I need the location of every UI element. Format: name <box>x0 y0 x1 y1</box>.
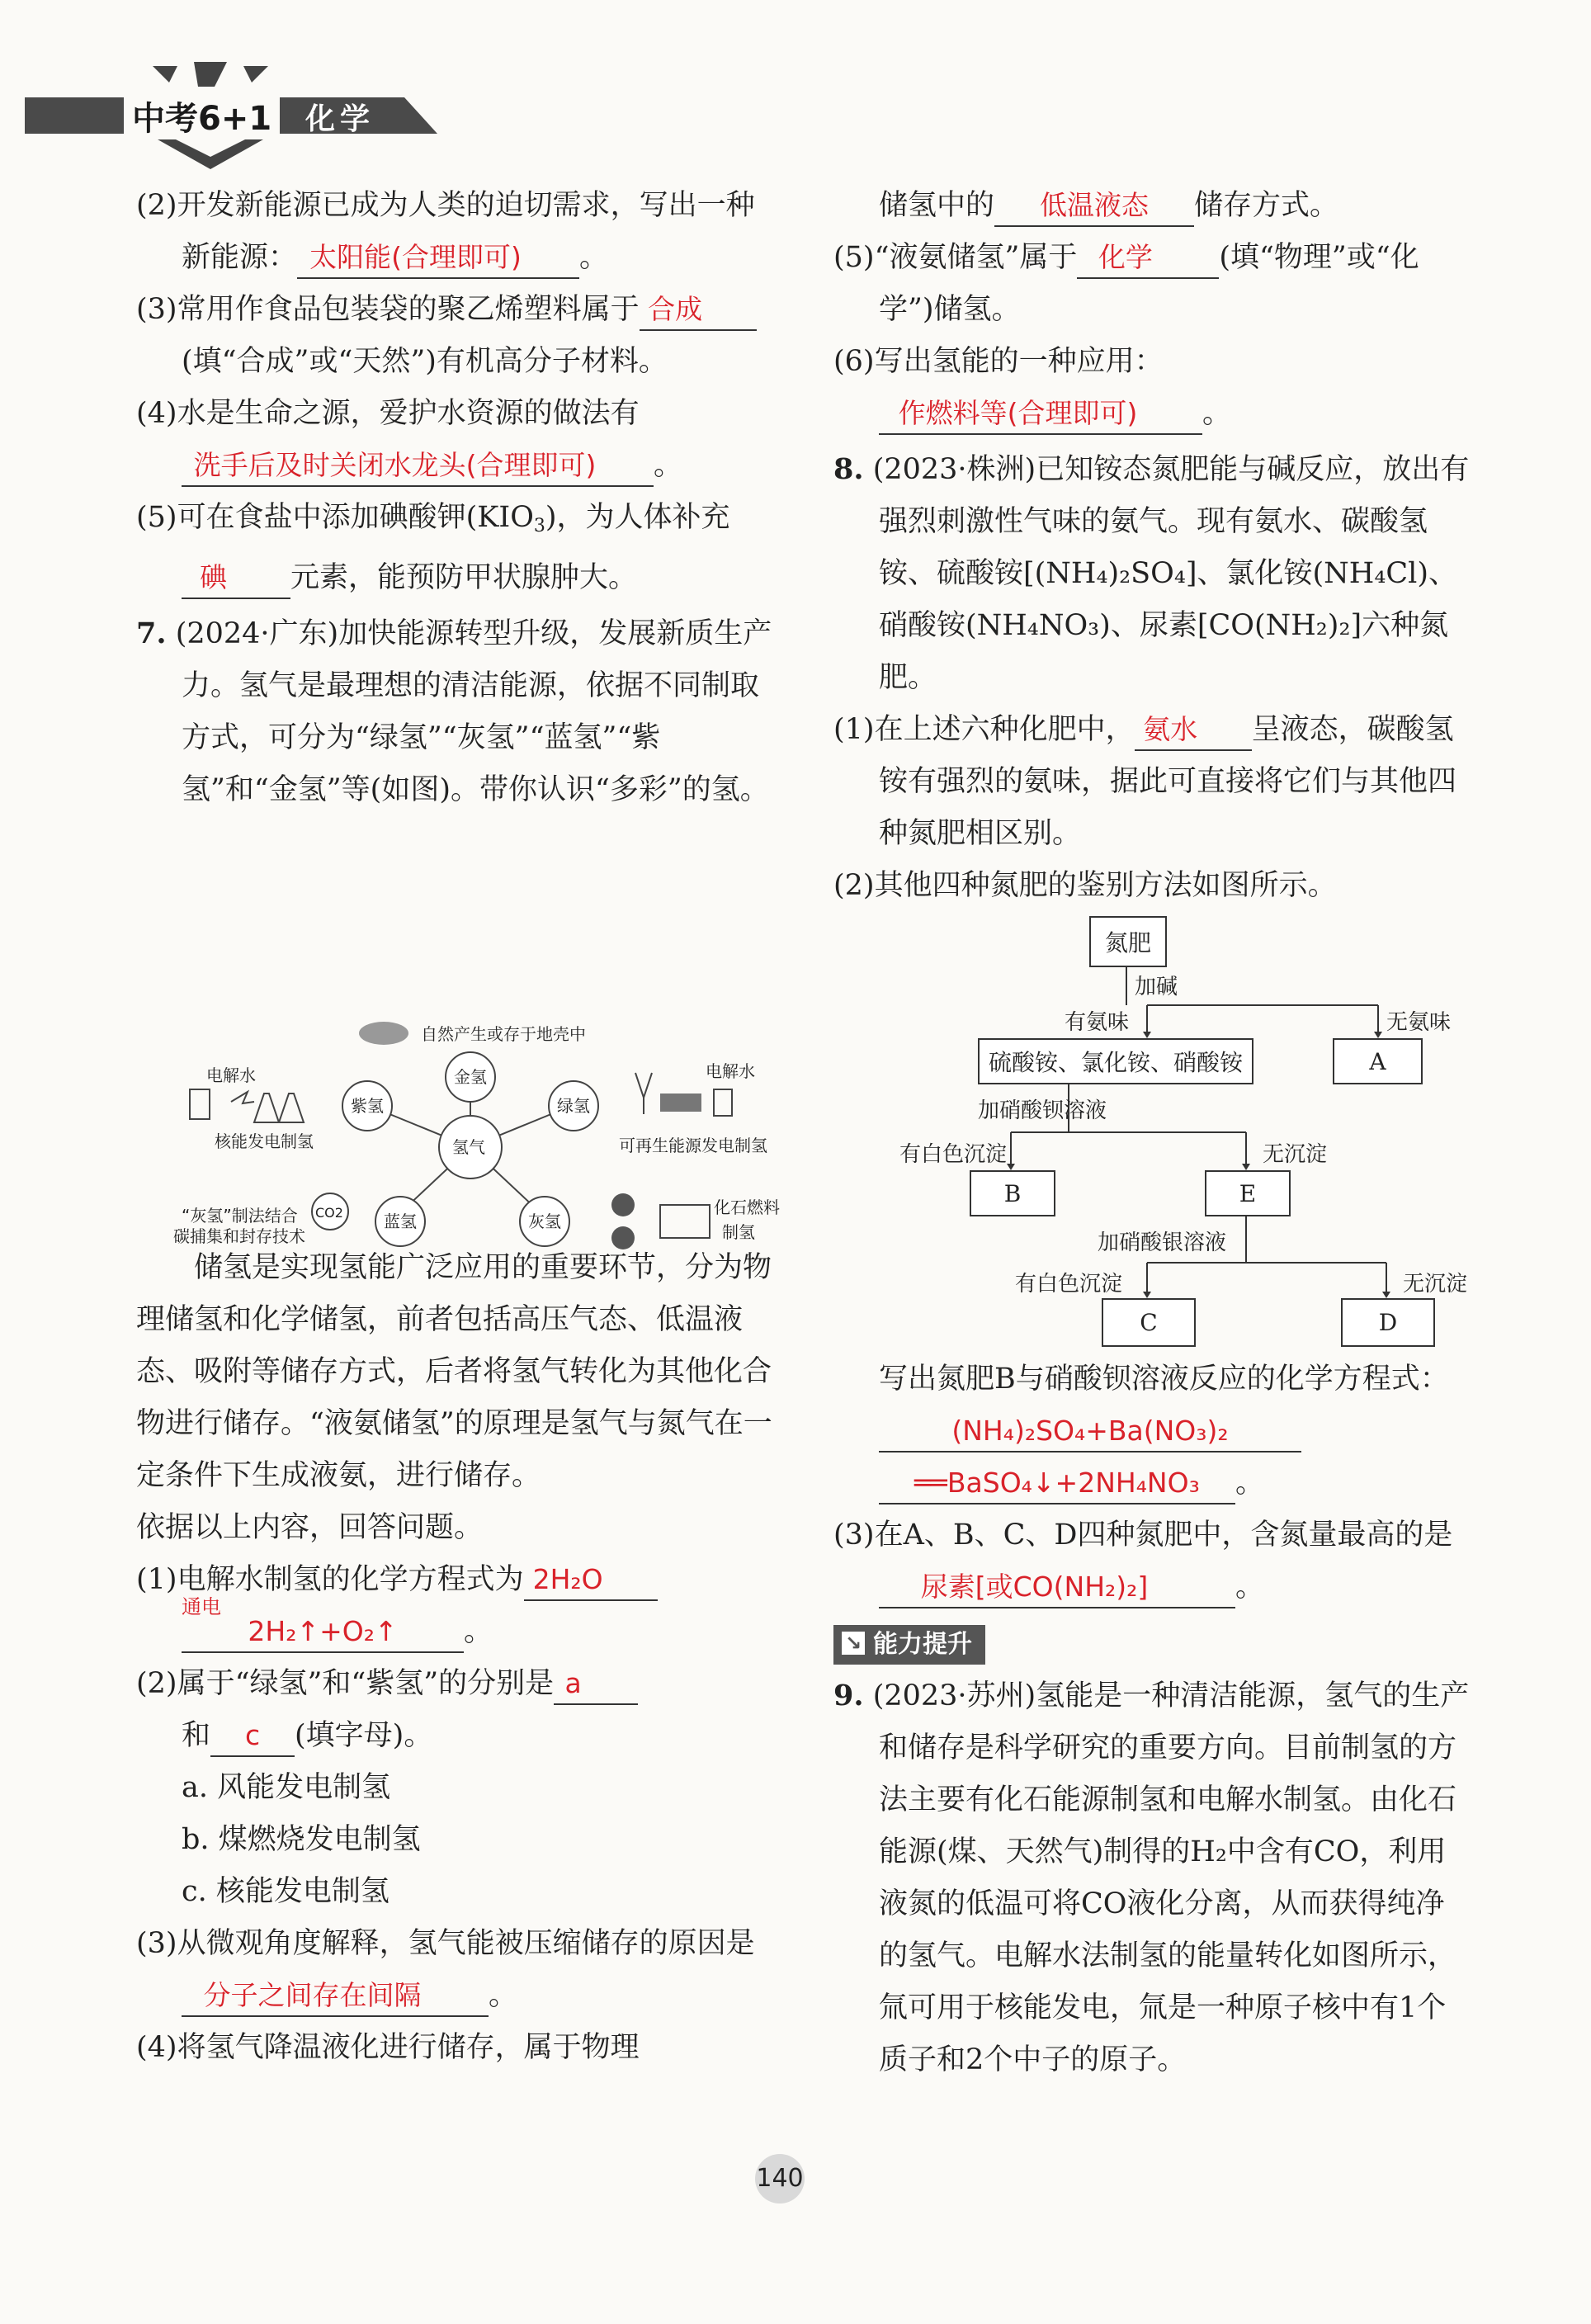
q7-1-cont: 通电 2H₂↑+O₂↑ 。 <box>136 1606 776 1658</box>
answer-q7-1-cond: 通电 <box>182 1595 221 1618</box>
q7-stem: 7. (2024·广东)加快能源转型升级，发展新质生产力。氢气是最理想的清洁能源，依据不同制取方式，可分为“绿氢”“灰氢”“蓝氢”“紫氢”和“金氢”等(如图)。带你认识“多彩”的氢。 <box>136 616 772 806</box>
answer-q7-6: 作燃料等(合理即可) <box>898 397 1138 429</box>
answer-q8-1: 氨水 <box>1143 713 1198 745</box>
q9-stem: 9. (2023·苏州)氢能是一种清洁能源，氢气的生产和储存是科学研究的重要方向。目前制氢的方法主要有化石能源制氢和电解水制氢。由化石能源(煤、天然气)制得的H₂中含有CO，利用液氮的低温可将CO液化分离，从而获得纯净的氢气。电解水法制氢的能量转化如图所示，氚可用于核能发电，氚是一种原子核中有1个质子和2个中子的原子。 <box>833 1679 1470 2076</box>
para-instruction: 依据以上内容，回答问题。 <box>136 1511 484 1544</box>
flow-box-c: C <box>1102 1298 1196 1347</box>
fig-left-bottom-b: 碳捕集和封存技术 <box>173 1226 305 1246</box>
fig-right-top: 电解水 <box>706 1061 755 1081</box>
fig-left-top: 电解水 <box>206 1065 256 1085</box>
brand-title: 中考6+1 <box>124 92 280 139</box>
flow-box-e: E <box>1205 1170 1291 1216</box>
q8-number: 8. <box>833 452 864 486</box>
q7-number: 7. <box>136 616 167 650</box>
flow-step3: 加硝酸银溶液 <box>1098 1230 1227 1255</box>
arrow-down-right-icon: ↘ <box>842 1632 865 1655</box>
answer-q7-5: 化学 <box>1098 241 1153 273</box>
option-c: c. 核能发电制氢 <box>182 1875 389 1908</box>
q6-2: (2)开发新能源已成为人类的迫切需求，写出一种新能源： 太阳能(合理即可) 。 <box>136 180 776 284</box>
q7-6: (6)写出氢能的一种应用：作燃料等(合理即可) 。 <box>833 336 1473 440</box>
answer-q7-1-a: 2H₂O <box>532 1563 603 1595</box>
flow-right2: 无沉淀 <box>1263 1142 1328 1167</box>
q7-5: (5)“液氨储氢”属于 化学 (填“物理”或“化学”)储氢。 <box>833 232 1473 336</box>
q8-3: (3)在A、B、C、D四种氮肥中，含氮量最高的是尿素[或CO(NH₂)₂] 。 <box>833 1509 1473 1613</box>
fig-top-label: 自然产生或存于地壳中 <box>421 1024 586 1044</box>
q6-3: (3)常用作食品包装袋的聚乙烯塑料属于 合成(填“合成”或“天然”)有机高分子材料。 <box>136 284 776 388</box>
answer-q6-3: 合成 <box>648 293 703 325</box>
right-column-lower <box>833 1353 1473 1613</box>
answer-q7-3: 分子之间存在间隔 <box>203 1979 422 2011</box>
fig-right-bottom-b: 制氢 <box>722 1222 755 1242</box>
q9-number: 9. <box>833 1679 864 1712</box>
answer-q8-2b-a: (NH₄)₂SO₄+Ba(NO₃)₂ <box>951 1415 1229 1447</box>
fig-purple: 紫氢 <box>351 1096 384 1116</box>
para-storage: 储氢是实现氢能广泛应用的重要环节，分为物理储氢和化学储氢，前者包括高压气态、低温液态、吸附等储存方式，后者将氢气转化为其他化合物进行储存。“液氨储氢”的原理是氢气与氮气在一定条件下生成液氨，进行储存。 <box>136 1251 772 1492</box>
flow-right1: 无氨味 <box>1386 1010 1452 1035</box>
q7-3: (3)从微观角度解释，氢气能被压缩储存的原因是分子之间存在间隔 。 <box>136 1918 776 2022</box>
answer-q7-4: 低温液态 <box>1040 189 1150 221</box>
page-number: 140 <box>755 2154 805 2204</box>
q7-2: (2)属于“绿氢”和“紫氢”的分别是 a <box>136 1658 776 1710</box>
q8-2b: 写出氮肥B与硝酸钡溶液反应的化学方程式：(NH₄)₂SO₄+Ba(NO₃)₂ <box>833 1353 1473 1457</box>
fig-blue: 蓝氢 <box>384 1212 417 1231</box>
flow-box-b: B <box>970 1170 1055 1216</box>
fig-co2: CO2 <box>315 1205 343 1221</box>
answer-q7-1-b: 2H₂↑+O₂↑ <box>248 1615 398 1647</box>
q6-5: (5)可在食盐中添加碘酸钾$(KIO_3)$，为人体补充碘 元素，能预防甲状腺肿大。 <box>136 492 776 604</box>
flow-box-root: 氮肥 <box>1089 916 1167 967</box>
flow-box-d: D <box>1341 1298 1435 1347</box>
flow-step1: 加碱 <box>1135 975 1178 999</box>
fertilizer-flowchart <box>899 908 1494 1362</box>
answer-q8-2b-b: ══BaSO₄↓+2NH₄NO₃ <box>914 1467 1200 1499</box>
answer-q6-5: 碘 <box>200 561 227 593</box>
fig-left-mid: 核能发电制氢 <box>215 1131 314 1151</box>
q7-2-cont: 和 c (填字母)。 <box>136 1710 776 1762</box>
flow-step2: 加硝酸钡溶液 <box>978 1098 1107 1123</box>
flow-left3: 有白色沉淀 <box>1015 1272 1123 1297</box>
right-column <box>833 180 1473 912</box>
fig-right-mid: 可再生能源发电制氢 <box>619 1136 767 1155</box>
answer-q8-3: 尿素[或CO(NH₂)₂] <box>920 1571 1149 1603</box>
flow-left2: 有白色沉淀 <box>899 1142 1008 1167</box>
q7-4: (4)将氢气降温液化进行储存，属于物理 <box>136 2031 640 2064</box>
fig-left-bottom-a: “灰氢”制法结合 <box>182 1206 298 1226</box>
answer-q6-4: 洗手后及时关闭水龙头(合理即可) <box>193 449 597 481</box>
fig-center: 氢气 <box>452 1137 485 1157</box>
flow-right3: 无沉淀 <box>1403 1272 1468 1297</box>
flow-box-mix: 硫酸铵、氯化铵、硝酸铵 <box>978 1038 1253 1084</box>
q6-4: (4)水是生命之源，爱护水资源的做法有 洗手后及时关闭水龙头(合理即可) 。 <box>136 388 776 492</box>
section-ability: ↘ 能力提升 <box>833 1625 985 1665</box>
flow-left1: 有氨味 <box>1065 1010 1130 1035</box>
q8-2: (2)其他四种氮肥的鉴别方法如图所示。 <box>833 869 1337 902</box>
option-b: b. 煤燃烧发电制氢 <box>182 1823 421 1856</box>
fig-green: 绿氢 <box>557 1096 590 1116</box>
fig-gray: 灰氢 <box>528 1212 561 1231</box>
q7-1: (1)电解水制氢的化学方程式为 2H₂O <box>136 1554 776 1606</box>
option-a: a. 风能发电制氢 <box>182 1771 391 1804</box>
left-column-lower <box>136 1242 776 2074</box>
hydrogen-colors-figure <box>173 1015 780 1279</box>
q8-2b-cont: ══BaSO₄↓+2NH₄NO₃ 。 <box>833 1457 1473 1509</box>
answer-q7-2-a: a <box>564 1667 582 1699</box>
answer-q6-2: 太阳能(合理即可) <box>309 241 522 273</box>
right-column-q9 <box>833 1618 1473 2086</box>
fig-gold: 金氢 <box>454 1067 487 1087</box>
q8-1: (1)在上述六种化肥中， 氨水 呈液态，碳酸氢铵有强烈的氨味，据此可直接将它们与其他四种氮肥相区别。 <box>833 704 1473 860</box>
answer-q7-2-b: c <box>244 1719 261 1751</box>
q7-4-cont: 储氢中的 低温液态 储存方式。 <box>833 180 1473 232</box>
fig-right-bottom-a: 化石燃料 <box>714 1197 780 1217</box>
subject-title: 化学 <box>305 102 375 136</box>
flow-box-a: A <box>1333 1038 1423 1084</box>
q8-stem: 8. (2023·株洲)已知铵态氮肥能与碱反应，放出有强烈刺激性气味的氨气。现有氨水、碳酸氢铵、硫酸铵[(NH₄)₂SO₄]、氯化铵(NH₄Cl)、硝酸铵(NH₄NO₃)、尿素[CO(NH₂)₂]六种氮肥。 <box>833 452 1470 694</box>
left-column <box>136 180 776 816</box>
